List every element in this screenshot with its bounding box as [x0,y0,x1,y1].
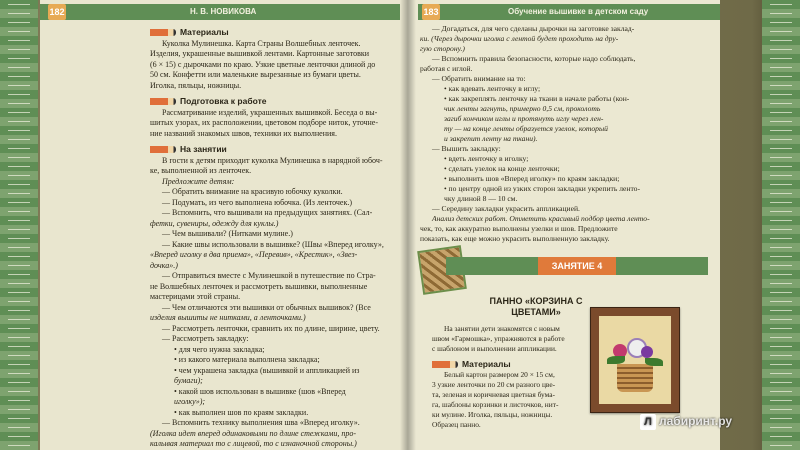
leaf-icon [645,358,663,366]
text-line: мастерицами этой страны. [150,292,241,301]
text-line: чек, то, как аккуратно выполнены узелки и шов. Предложите [420,224,618,233]
text-line: изделия вышиты не нитками, а ленточками.) [150,313,306,322]
text-line: иголку»); [174,397,206,406]
right-header-title: Обучение вышивке в детском саду [508,7,649,16]
text-line: • сделать узелок на конце ленточки; [444,164,560,173]
pencil-icon [432,361,458,368]
text-line: — Вспомнить правила безопасности, которые надо соблюдать, [432,54,636,63]
text-line: га, шаблоны корзинки и листочков, нит- [432,400,559,409]
text-line: Иголка, пяльцы, ножницы. [150,80,242,90]
text-line: — Рассмотреть закладку: [162,334,249,343]
text-line: калывая материал то с лицевой, то с изнаночной стороны.) [150,439,357,448]
text-line: — Подумать, из чего выполнена юбочка. (Из ленточек.) [162,197,353,207]
text-line: • выполнить шов «Вперед иголку» по краям закладки; [444,174,620,183]
materials-heading: Материалы [150,27,400,38]
text-line: Белый картон размером 20 × 15 см, [444,370,555,379]
right-materials-heading: Материалы [432,359,586,369]
text-line: • как закреплять ленточку на ткани в начале работы (кон- [444,94,630,103]
right-intro-text [432,324,586,430]
text-line: ке, выполненной из ленточек. [150,166,252,175]
right-page-text [420,24,708,244]
basket-panel-photo [590,307,680,413]
text-line: гую сторону.) [420,44,465,53]
text-line: — Вышить закладку: [432,144,501,153]
text-line: — Чем вышивали? (Нитками мулине.) [162,229,293,238]
text-line: та, зеленая и коричневая цветная бума- [432,390,556,399]
text-line: — Отправиться вместе с Мулинешкой в путешествие по Стра- [162,271,376,280]
text-line: (Иголка идет вперед одинаковыми по длине стежками, про- [150,428,357,438]
leaf-icon [607,356,625,364]
text-line: Анализ детских работ. Отметить красивый подбор цвета ленто- [432,214,650,223]
book-gutter [400,0,416,450]
text-line: • из какого материала выполнена закладка; [174,355,320,364]
text-line: • для чего нужна закладка; [174,344,265,354]
pencil-icon [150,146,176,153]
labirint-logo-icon: Л [640,414,656,430]
text-line: В гости к детям приходит куколка Мулинешка в нарядной юбоч- [162,155,383,165]
pencil-icon [150,29,176,36]
text-line: «Вперед иголку в два приема», «Перевив», «Крестик», «Звез- [150,250,358,259]
text-line: бумаги); [174,376,203,385]
basket-illustration [617,364,653,392]
text-line: и закрепит ленту на ткани). [444,134,538,143]
panno-title: ПАННО «КОРЗИНА С ЦВЕТАМИ» [489,296,583,317]
text-line: • чем украшена закладка (вышивкой и аппликацией из [174,365,360,375]
text-line: • как выполнен шов по краям закладки. [174,407,309,417]
text-line: ние названий знакомых швов, техники их выполнения. [150,128,337,138]
text-line: — Какие швы использовали в вышивке? (Швы «Вперед иголку», [162,239,384,249]
text-line: дочка».) [150,260,178,270]
prep-heading: Подготовка к работе [150,96,400,107]
text-line: — Обратить внимание на красивую юбочку куколки. [162,187,343,196]
text-line: загиб кончиком иглы и протянуть иглу через лен- [444,114,604,123]
lesson-heading: На занятии [150,144,400,155]
text-line: • по центру одной из узких сторон закладки укрепить ленто- [444,184,640,193]
flower-icon [641,346,653,358]
text-line: Куколка Мулинешка. Карта Страны Волшебных ленточек. [162,38,361,48]
lesson-banner: ЗАНЯТИЕ 4 [446,257,708,275]
text-line: 50 см. Конфетти или маленькие вырезанные из бумаги цветы. [150,70,361,79]
text-line: — Середину закладки украсить аппликацией. [432,204,580,213]
text-line: ки мулине. Иголка, пяльцы, ножницы. [432,410,553,419]
text-line: 3 узкие ленточки по 20 см разного цве- [432,380,556,389]
text-line: — Рассмотреть ленточки, сравнить их по длине, ширине, цвету. [162,323,380,333]
left-page-text [150,22,400,450]
text-line: ту — на конце ленты образуется узелок, который [444,124,608,133]
text-line: — Вспомнить, что вышивали на предыдущих занятиях. (Сал- [162,208,373,217]
text-line: • вдеть ленточку в иголку; [444,154,529,163]
text-line: Образец панно. [432,420,481,429]
text-line: — Обратить внимание на то: [432,74,526,83]
text-line: шитых узорах, их расположении, цветовом подборе ниток, уточне- [150,118,379,127]
text-line: Изделия, украшенные вышивкой лентами. Картонные заготовки [150,49,370,58]
photo-mat [599,316,671,404]
text-line: чку длиной 8 — 10 см. [444,194,518,203]
text-line: • какой шов использован в вышивке (шов «Вперед [174,386,346,396]
right-page-header [418,4,720,20]
text-line: с шаблоном и выполнении аппликации. [432,344,557,353]
text-line: чик ленты загнуть, примерно 0,5 см, проколоть [444,104,601,113]
left-page-header [40,4,400,20]
text-line: — Чем отличаются эти вышивки от обычных вышивок? (Все [162,302,371,312]
right-page-number: 183 [422,4,440,20]
text-line: показать, как еще можно украсить выполненную закладку. [420,234,610,243]
text-line: работая с иглой. [420,64,473,73]
left-page-number: 182 [48,4,66,20]
left-header-author: Н. В. НОВИКОВА [190,7,257,16]
text-line: не Волшебных ленточек и рассмотреть вышивки, выполненные [150,281,368,291]
text-line: фетки, сувениры, одежду для куклы.) [150,218,279,228]
text-line: (6 × 15) с дырочками по краю. Узкие цветные ленточки длиной до [150,59,376,69]
text-line: — Догадаться, для чего сделаны дырочки на заготовке заклад- [432,24,635,33]
text-line: ки. (Через дырочки иголка с лентой будет проходить на дру- [420,34,619,43]
text-line: Рассматривание изделий, украшенных вышивкой. Беседа о вы- [162,107,378,117]
text-line: На занятии дети знакомятся с новым [444,324,560,333]
right-ornament-border [762,0,800,450]
text-line: — Вспомнить технику выполнения шва «Вперед иголку». [162,418,360,427]
pencil-icon [150,98,176,105]
text-line: Предложите детям: [162,176,235,186]
text-line: швом «Гармошка», упражняются в работе [432,334,565,343]
text-line: • как вдевать ленточку в иглу; [444,84,541,93]
left-ornament-border [0,0,38,450]
watermark: Л лабиринт.ру [640,414,732,430]
